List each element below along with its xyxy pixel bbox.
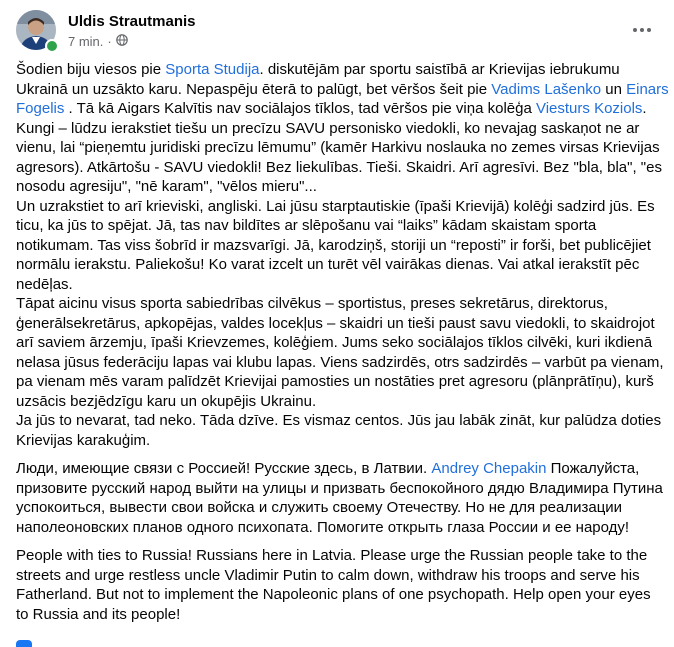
meta-separator: · — [107, 34, 112, 49]
text-line: notikumam. Tas viss šobrīd ir mazsvarīgi. Jā, karodziņš, storiji un “reposti” ir forši, bet publicējiet — [16, 236, 651, 254]
text-line: uzsācis bezjēdzīgu karu un okupējis Ukrainu. — [16, 392, 317, 410]
text-line: призовите русский народ выйти на улицы и призвать беспокойного дядю Владимира Путина — [16, 479, 663, 497]
text-line: agresors). Atkārtošu - SAVU viedokli! Bez liekulības. Tieši. Skaidri. Arī agresīvi. Bez "bla, bla", "es — [16, 158, 662, 176]
text-line: Un uzrakstiet to arī krieviski, angliski. Lai jūsu starptautiskie (īpaši Krievijā) kolēģi sadzird jūs. Es — [16, 197, 655, 215]
text-line: normālu ierakstu. Paliekošu! Ko varat izcelt un turēt vēl vairākas dienas. Vai atkal ierakstīt pēc — [16, 256, 640, 273]
author-name[interactable]: Uldis Strautmanis — [68, 13, 196, 30]
text-segment: . diskutējām par sportu saistībā ar Krievijas iebrukumu — [259, 61, 620, 78]
text-line: ticu, ka jūs to spējat. Jā, tas nav bildītes ar slēpošanu vai “laiks” kādam skaistam sporta — [16, 217, 597, 234]
text-line: Krievijas karakuģim. — [16, 431, 151, 449]
text-segment: . Tā kā Aigars Kalvītis nav sociālajos tīklos, tad vēršos pie viņa kolēģa — [64, 100, 536, 117]
text-line: nosodu agresiju", "nē karam", "vēlos mieru"... — [16, 178, 317, 195]
tag-einars-fogelis-2[interactable]: Fogelis — [16, 100, 65, 117]
tag-vadims-lasenko[interactable]: Vadims Lašenko — [491, 80, 602, 98]
tag-einars-fogelis[interactable]: Einars — [626, 80, 669, 98]
text-line: People with ties to Russia! Russians here in Latvia. Please urge the Russian people take to the — [16, 547, 648, 564]
text-line: Kungi – lūdzu ierakstiet tiešu un precīzu SAVU personisko viedokli, ko nevajag saskaņot ne ar — [16, 119, 640, 137]
text-segment: Ukrainā un uzsākto karu. Nepaspēju ēterā to palūgt, bet vēršos šeit pie — [16, 80, 492, 98]
text-line: streets and urge restless uncle Vladimir Putin to calm down, withdraw his troops and serve his — [16, 566, 640, 584]
text-line: nedēļas. — [16, 275, 73, 293]
text-segment: Пожалуйста, — [546, 460, 640, 477]
tag-viesturs-koziols[interactable]: Viesturs Koziols — [535, 100, 643, 117]
text-line: nelasa jūsus federāciju lapas vai klubu lapas. Viens sadzirdēs, otrs sadzirdēs – varbūt pa vienam, — [16, 353, 664, 371]
reaction-icon — [16, 640, 32, 647]
text-line: Tāpat aicinu visus sporta sabiedrības cilvēkus – sportistus, preses sekretārus, direktorus, — [16, 295, 608, 312]
post-time[interactable]: 7 min. — [68, 34, 104, 49]
text-segment: Люди, имеющие связи с Россией! Русские здесь, в Латвии. — [16, 460, 432, 477]
text-line — [16, 459, 658, 479]
tag-sporta-studija[interactable]: Sporta Studija — [165, 61, 260, 78]
text-line: Fatherland. But not to implement the Napoleonic plans of one psychopath. Help open your eyes — [16, 586, 651, 603]
text-line: to Russia and its people! — [16, 605, 181, 623]
text-line: успокоиться, вывести свои войска и служить своему Отечеству. Но не для реализации — [16, 499, 623, 516]
text-line: pa vienam mēs varam palīdzēt Krievijai pamosties un nostāties pret agresoru (plānprātīņu), kurš — [16, 373, 654, 390]
russian-paragraph — [16, 459, 663, 537]
text-line: arī saviem ārzemju, īpaši Krievzemes, kolēģiem. Jums seko sociālajos tīklos cilvēki, kuri ikdienā — [16, 334, 653, 351]
text-line — [16, 80, 669, 100]
tag-andrey-chepakin[interactable]: Andrey Chepakin — [431, 460, 547, 477]
text-line: vienu, lai “pieņemtu juridiski precīzu lēmumu” (kamēr Harkivu noslauka no zemes virsas Krievijas — [16, 139, 660, 156]
latvian-paragraph — [16, 60, 669, 450]
text-line: наполеоновских планов одного психопата. Помогите открыть глаза России и ее народу! — [16, 518, 630, 536]
online-status-icon — [45, 39, 59, 53]
globe-icon — [116, 34, 128, 49]
english-paragraph — [16, 546, 658, 624]
more-options-icon[interactable] — [628, 16, 656, 44]
text-line — [16, 60, 658, 80]
text-segment: . — [642, 100, 647, 117]
text-segment: Šodien biju viesos pie — [16, 61, 166, 78]
text-line — [16, 99, 658, 119]
text-segment: un — [601, 80, 627, 98]
text-line: Ja jūs to nevarat, tad neko. Tāda dzīve. Es vismaz centos. Jūs jau labāk zināt, kur palūdza doties — [16, 412, 662, 429]
post-meta — [68, 34, 128, 49]
post-header — [16, 10, 656, 50]
post-text — [16, 60, 669, 633]
text-line: ģenerālsekretārus, apkopējas, valdes locekļus – skaidri un tieši paust savu viedokli, to skaidrojot — [16, 314, 655, 332]
